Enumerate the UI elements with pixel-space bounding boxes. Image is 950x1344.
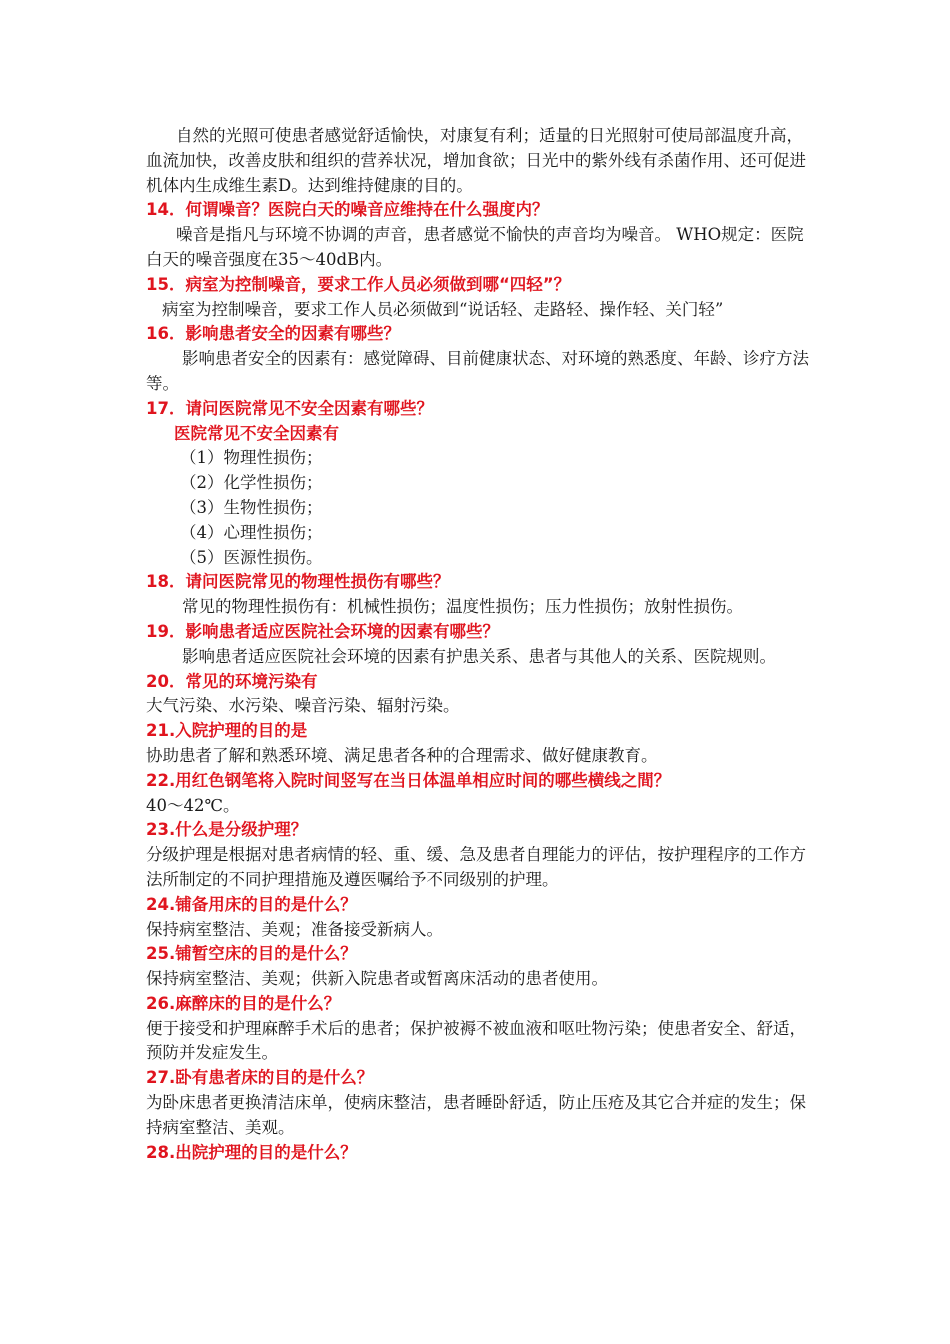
answer-paragraph: 自然的光照可使患者感觉舒适愉快，对康复有利；适量的日光照射可使局部温度升高，血流加快，改善皮肤和组织的营养状况，增加食欲；日光中的紫外线有杀菌作用、还可促进机体内生成维生素D。达到维持健康的目的。 <box>146 126 806 195</box>
question-heading: 16．影响患者安全的因素有哪些？ <box>146 324 400 344</box>
answer-paragraph: 常见的物理性损伤有：机械性损伤；温度性损伤；压力性损伤；放射性损伤。 <box>182 597 743 617</box>
question-heading: 17．请问医院常见不安全因素有哪些？ <box>146 398 433 418</box>
answer-paragraph: 保持病室整洁、美观；准备接受新病人。 <box>146 919 443 939</box>
question-heading: 18．请问医院常见的物理性损伤有哪些？ <box>146 572 450 592</box>
list-item: （5）医源性损伤。 <box>180 547 323 567</box>
question-heading: 15．病室为控制噪音，要求工作人员必须做到哪“四轻”？ <box>146 274 571 294</box>
answer-paragraph: 大气污染、水污染、噪音污染、辐射污染。 <box>146 696 460 716</box>
question-heading: 22.用红色钢笔将入院时间竖写在当日体温单相应时间的哪些横线之間？ <box>146 770 671 790</box>
answer-paragraph: 40～42℃。 <box>146 795 240 815</box>
question-heading: 26.麻醉床的目的是什么？ <box>146 993 341 1013</box>
answer-paragraph: 保持病室整洁、美观；供新入院患者或暂离床活动的患者使用。 <box>146 969 608 989</box>
answer-paragraph: 协助患者了解和熟悉环境、满足患者各种的合理需求、做好健康教育。 <box>146 745 658 765</box>
document-body <box>146 124 810 1165</box>
question-heading: 23.什么是分级护理？ <box>146 820 308 840</box>
answer-paragraph: 分级护理是根据对患者病情的轻、重、缓、急及患者自理能力的评估，按护理程序的工作方法所制定的不同护理措施及遵医嘱给予不同级别的护理。 <box>146 845 806 889</box>
answer-paragraph: 影响患者适应医院社会环境的因素有护患关系、患者与其他人的关系、医院规则。 <box>182 646 776 666</box>
question-heading: 21.入院护理的目的是 <box>146 721 308 741</box>
question-heading: 28.出院护理的目的是什么？ <box>146 1142 357 1162</box>
question-heading: 20．常见的环境污染有 <box>146 671 318 691</box>
list-item: （3）生物性损伤； <box>180 497 323 517</box>
list-item: （1）物理性损伤； <box>180 448 323 468</box>
list-item: （2）化学性损伤； <box>180 473 323 493</box>
question-heading: 25.铺暂空床的目的是什么？ <box>146 944 357 964</box>
answer-paragraph: 噪音是指凡与环境不协调的声音，患者感觉不愉快的声音均为噪音。 WHO规定：医院白天的噪音强度在35～40dB内。 <box>146 225 804 269</box>
answer-paragraph: 影响患者安全的因素有：感觉障碍、目前健康状态、对环境的熟悉度、年龄、诊疗方法等。 <box>146 349 809 393</box>
answer-subheading: 医院常见不安全因素有 <box>174 423 339 443</box>
answer-paragraph: 病室为控制噪音，要求工作人员必须做到“说话轻、走路轻、操作轻、关门轻” <box>162 299 724 319</box>
question-heading: 14．何谓噪音？医院白天的噪音应维持在什么强度内？ <box>146 200 549 220</box>
answer-paragraph: 为卧床患者更换清洁床单，使病床整洁，患者睡卧舒适，防止压疮及其它合并症的发生；保持病室整洁、美观。 <box>146 1093 806 1137</box>
question-heading: 24.铺备用床的目的是什么？ <box>146 894 357 914</box>
answer-paragraph: 便于接受和护理麻醉手术后的患者；保护被褥不被血液和呕吐物污染；使患者安全、舒适，预防并发症发生。 <box>146 1018 806 1063</box>
list-item: （4）心理性损伤； <box>180 522 323 542</box>
question-heading: 27.卧有患者床的目的是什么？ <box>146 1068 374 1088</box>
question-heading: 19．影响患者适应医院社会环境的因素有哪些？ <box>146 621 499 641</box>
